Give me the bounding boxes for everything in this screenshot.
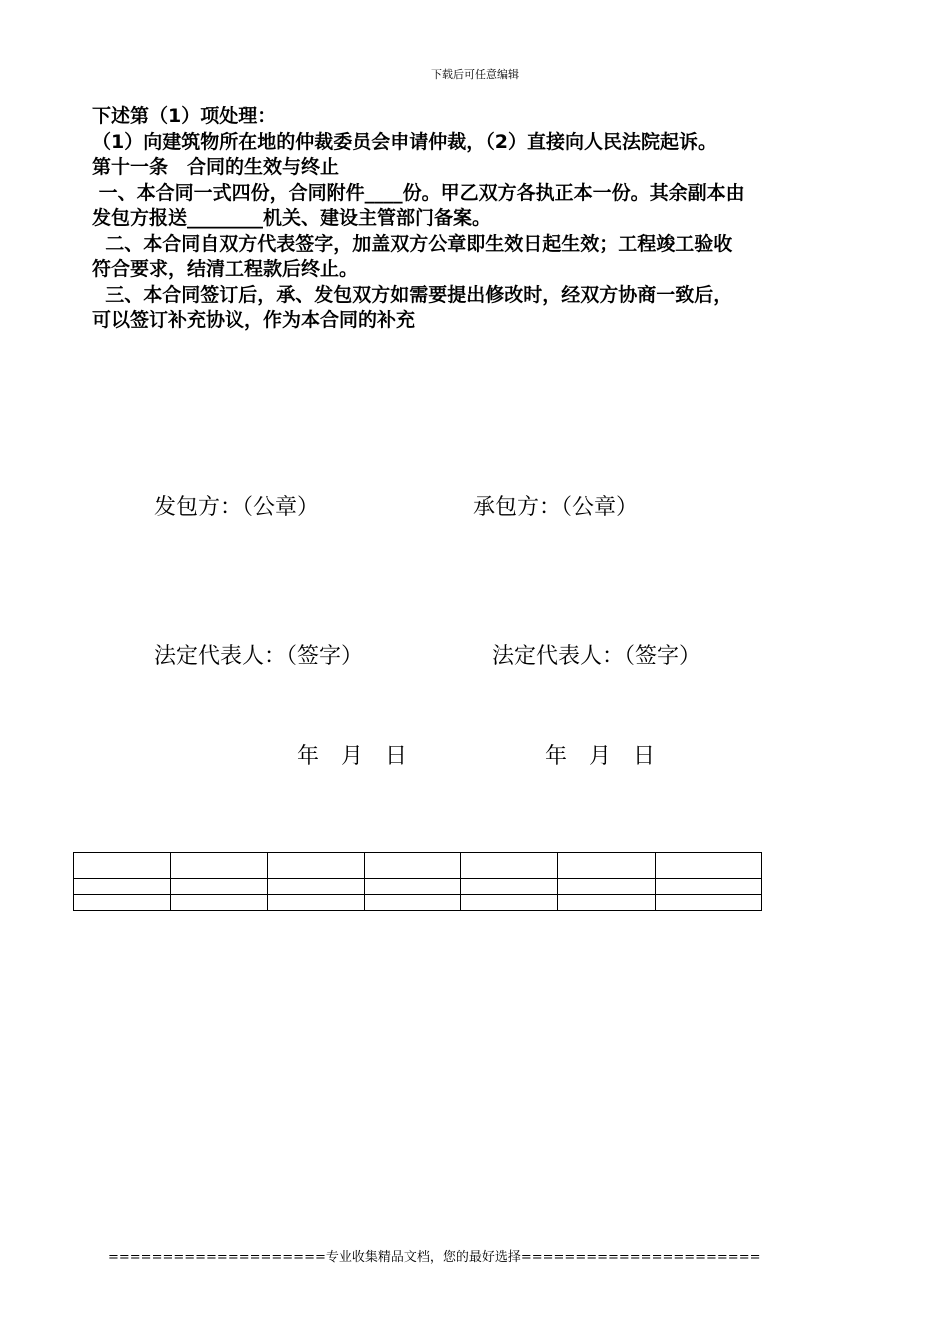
table-cell [267,879,364,895]
table-cell [558,879,656,895]
table-cell [74,853,171,879]
body-line: 二、本合同自双方代表签字，加盖双方公章即生效日起生效；工程竣工验收 [92,232,733,255]
table-cell [558,895,656,911]
table-row [74,895,762,911]
page-header-note: 下载后可任意编辑 [431,68,519,81]
table-cell [364,853,461,879]
contract-body [92,104,872,334]
body-line: 三、本合同签订后，承、发包双方如需要提出修改时，经双方协商一致后， [92,283,733,306]
table-cell [74,879,171,895]
table-cell [267,895,364,911]
table-cell [364,879,461,895]
table-cell [170,879,267,895]
article-heading: 第十一条 合同的生效与终止 [92,156,340,178]
party-b-representative-label: 法定代表人：（签字） [492,644,702,669]
table-cell [267,853,364,879]
table-cell [170,895,267,911]
table-cell [656,853,762,879]
blank-table [73,852,762,911]
table-cell [170,853,267,879]
body-line: 下述第（1）项处理： [92,105,277,127]
body-line: 符合要求，结清工程款后终止。 [92,258,359,280]
table-cell [74,895,171,911]
party-a-seal-label: 发包方：（公章） [154,495,320,520]
table-row [74,879,762,895]
table-cell [364,895,461,911]
party-a-representative-label: 法定代表人：（签字） [154,644,364,669]
date-line-b: 年 月 日 [545,744,655,769]
party-b-seal-label: 承包方：（公章） [473,495,639,520]
body-line: 可以签订补充协议，作为本合同的补充 [92,309,416,331]
body-line: 发包方报送________机关、建设主管部门备案。 [92,207,492,229]
body-line: （1）向建筑物所在地的仲裁委员会申请仲裁，（2）直接向人民法院起诉。 [92,130,717,153]
page-footer: ====================专业收集精品文档，您的最好选择====================== [108,1250,761,1265]
table-cell [558,853,656,879]
body-line: 一、本合同一式四份，合同附件____份。甲乙双方各执正本一份。其余副本由 [92,181,745,204]
table-cell [656,879,762,895]
table-cell [461,895,558,911]
table-cell [656,895,762,911]
table-cell [461,853,558,879]
table-row [74,853,762,879]
date-line-a: 年 月 日 [297,744,407,769]
table-cell [461,879,558,895]
